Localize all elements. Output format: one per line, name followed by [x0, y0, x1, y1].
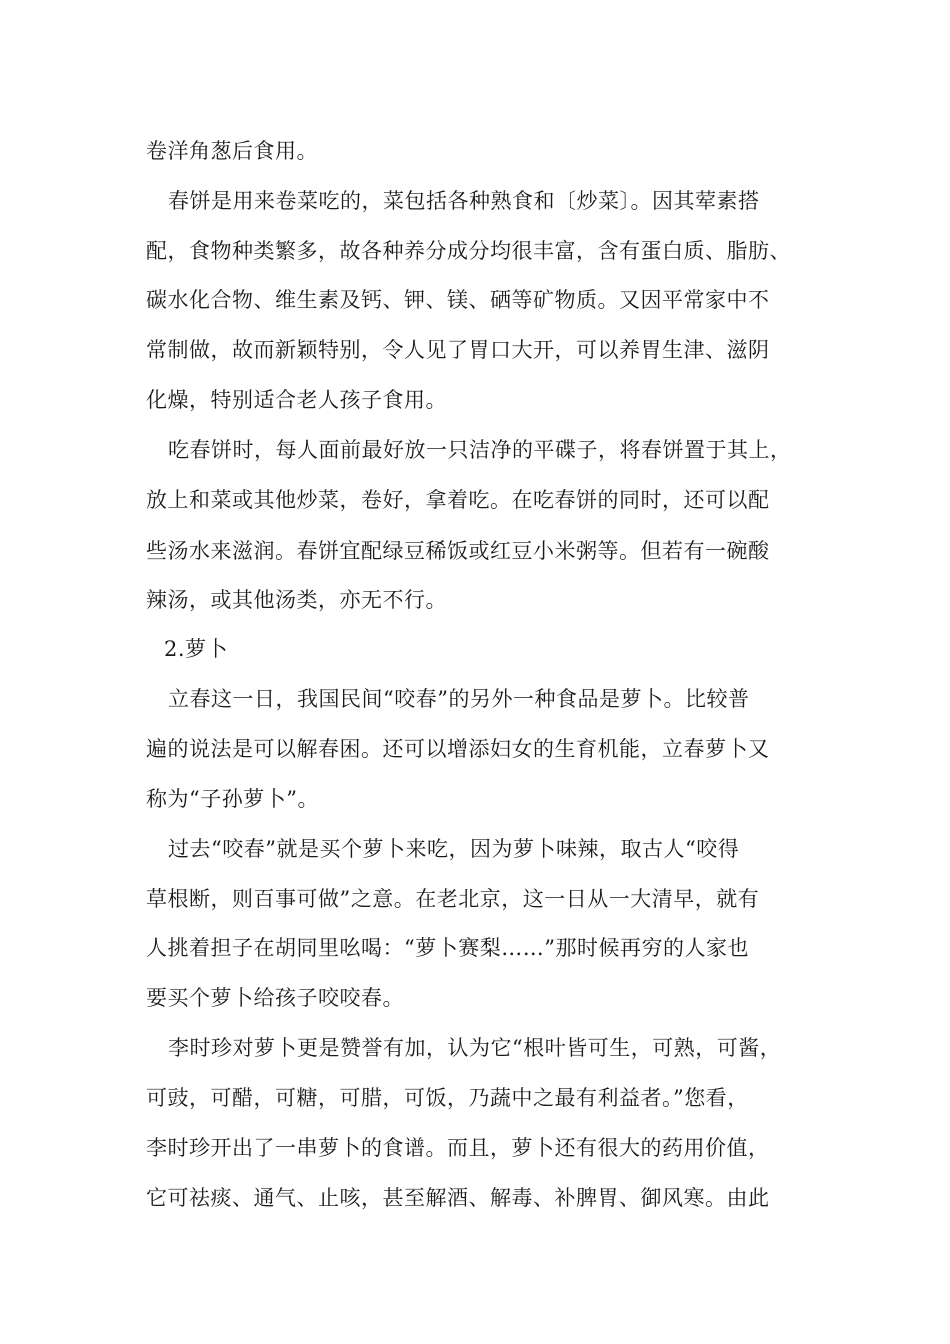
- text-line: 李时珍对萝卜更是赞誉有加，认为它“根叶皆可生，可熟，可酱，: [168, 1036, 782, 1060]
- text-line: 化燥，特别适合老人孩子食用。: [146, 388, 447, 412]
- text-line: 辣汤，或其他汤类，亦无不行。: [146, 588, 447, 612]
- text-line: 吃春饼时，每人面前最好放一只洁净的平碟子，将春饼置于其上，: [168, 438, 792, 462]
- text-line: 称为“子孙萝卜”。: [146, 787, 319, 811]
- text-line: 它可祛痰、通气、止咳，甚至解酒、解毒、补脾胃、御风寒。由此: [146, 1186, 770, 1210]
- text-line: 遍的说法是可以解春困。还可以增添妇女的生育机能，立春萝卜又: [146, 737, 770, 761]
- text-line: 放上和菜或其他炒菜，卷好，拿着吃。在吃春饼的同时，还可以配: [146, 488, 770, 512]
- text-line: 可豉，可醋，可糖，可腊，可饭，乃蔬中之最有利益者。”您看，: [146, 1086, 749, 1110]
- text-line: 李时珍开出了一串萝卜的食谱。而且，萝卜还有很大的药用价值，: [146, 1136, 770, 1160]
- text-line: 配，食物种类繁多，故各种养分成分均很丰富，含有蛋白质、脂肪、: [146, 239, 791, 263]
- text-line: 些汤水来滋润。春饼宜配绿豆稀饭或红豆小米粥等。但若有一碗酸: [146, 539, 770, 563]
- text-line: 过去“咬春”就是买个萝卜来吃，因为萝卜味辣，取古人“咬得: [168, 837, 740, 861]
- text-line: 人挑着担子在胡同里吆喝：“萝卜赛梨……”那时候再穷的人家也: [146, 936, 749, 960]
- text-line: 碳水化合物、维生素及钙、钾、镁、硒等矿物质。又因平常家中不: [146, 288, 770, 312]
- text-line: 要买个萝卜给孩子咬咬春。: [146, 986, 404, 1010]
- text-line: 草根断，则百事可做”之意。在老北京，这一日从一大清早，就有: [146, 887, 760, 911]
- text-line: 常制做，故而新颖特别，令人见了胃口大开，可以养胃生津、滋阴: [146, 338, 770, 362]
- text-line: 春饼是用来卷菜吃的，菜包括各种熟食和〔炒菜〕。因其荤素搭: [168, 189, 760, 213]
- section-heading: 2.萝卜: [164, 637, 229, 661]
- text-line: 卷洋角葱后食用。: [146, 139, 318, 163]
- text-line: 立春这一日，我国民间“咬春”的另外一种食品是萝卜。比较普: [168, 687, 750, 711]
